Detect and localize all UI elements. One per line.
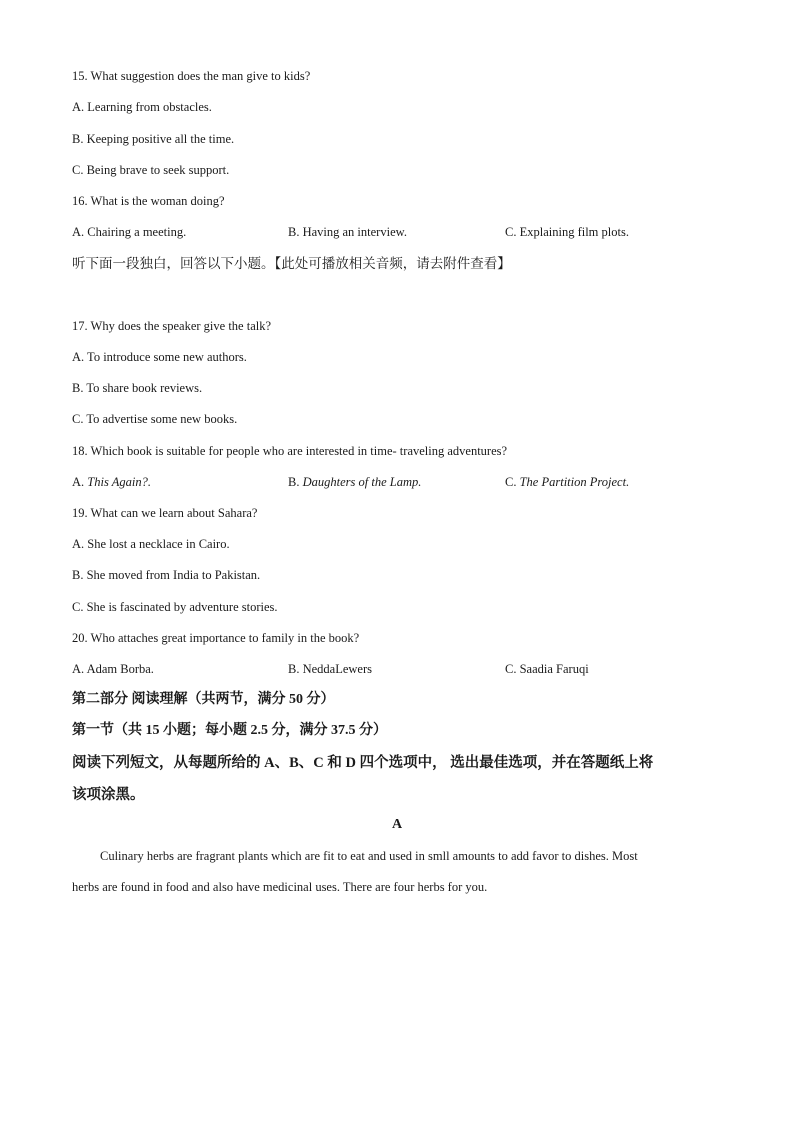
q19-option-a: A. She lost a necklace in Cairo. xyxy=(72,537,230,551)
q18-option-a xyxy=(72,474,151,490)
q17-option-c: C. To advertise some new books. xyxy=(72,412,238,426)
q16-option-b: B. Having an interview. xyxy=(288,225,407,239)
q15-option-b: B. Keeping positive all the time. xyxy=(72,132,235,146)
question-17: 17. Why does the speaker give the talk? xyxy=(72,319,272,333)
q18-option-a-prefix: A. xyxy=(72,475,88,489)
section-one-title: 第一节（共 15 小题；每小题 2.5 分，满分 37.5 分） xyxy=(72,723,387,738)
q20-options xyxy=(72,661,722,677)
q19-option-b: B. She moved from India to Pakistan. xyxy=(72,568,261,582)
q18-option-a-title: This Again?. xyxy=(87,475,151,489)
q17-option-b: B. To share book reviews. xyxy=(72,381,203,395)
q15-option-a: A. Learning from obstacles. xyxy=(72,100,212,114)
listening-instruction: 听下面一段独白，回答以下小题。【此处可播放相关音频，请去附件查看】 xyxy=(72,256,511,271)
q16-option-c: C. Explaining film plots. xyxy=(505,225,629,239)
q20-option-a: A. Adam Borba. xyxy=(72,662,154,676)
q18-option-c-prefix: C. xyxy=(505,475,520,489)
q18-option-b-prefix: B. xyxy=(288,475,303,489)
question-18: 18. Which book is suitable for people who are interested in time- traveling adventures? xyxy=(72,444,508,458)
q18-option-b-title: Daughters of the Lamp. xyxy=(302,475,422,489)
q18-option-b xyxy=(288,474,421,490)
question-15: 15. What suggestion does the man give to kids? xyxy=(72,69,311,83)
q17-option-a: A. To introduce some new authors. xyxy=(72,350,247,364)
question-19: 19. What can we learn about Sahara? xyxy=(72,506,258,520)
question-16: 16. What is the woman doing? xyxy=(72,194,225,208)
reading-instruction-line-2: 该项涂黑。 xyxy=(72,787,145,803)
q20-option-b: B. NeddaLewers xyxy=(288,662,372,676)
q16-option-a: A. Chairing a meeting. xyxy=(72,225,187,239)
passage-label: A xyxy=(391,817,403,832)
q18-option-c xyxy=(505,474,629,490)
q18-options xyxy=(72,474,722,490)
q20-option-c: C. Saadia Faruqi xyxy=(505,662,589,676)
q19-option-c: C. She is fascinated by adventure stories. xyxy=(72,600,278,614)
passage-line-1: Culinary herbs are fragrant plants which are fit to eat and used in smll amounts to add favor to dishes. Most xyxy=(100,849,638,863)
passage-line-2: herbs are found in food and also have medicinal uses. There are four herbs for you. xyxy=(72,880,488,894)
reading-instruction-line-1: 阅读下列短文，从每题所给的 A、B、C 和 D 四个选项中， 选出最佳选项，并在答题纸上将 xyxy=(72,755,654,771)
q18-option-c-title: The Partition Project. xyxy=(519,475,630,489)
question-20: 20. Who attaches great importance to family in the book? xyxy=(72,631,360,645)
part-two-title: 第二部分 阅读理解（共两节，满分 50 分） xyxy=(72,692,335,707)
q15-option-c: C. Being brave to seek support. xyxy=(72,163,230,177)
q16-options xyxy=(72,224,722,240)
